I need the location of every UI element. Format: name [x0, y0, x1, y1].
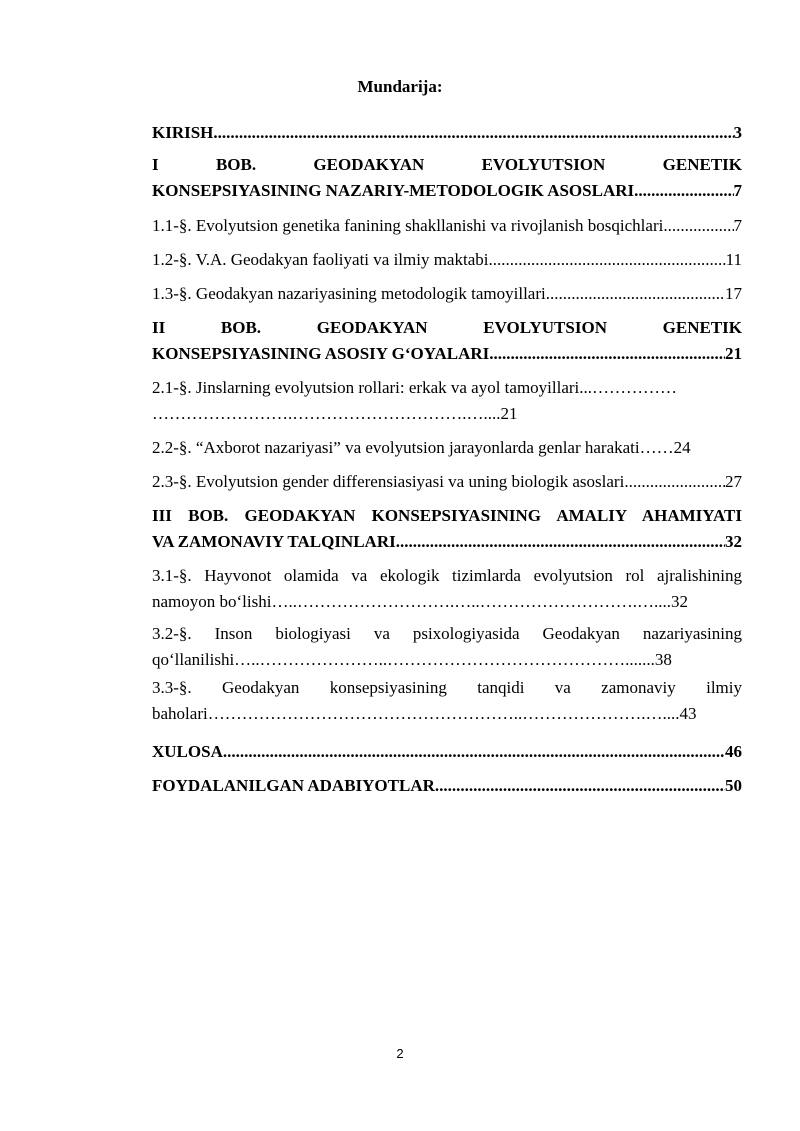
table-of-contents	[152, 120, 742, 799]
toc-entry-3-3[interactable]	[152, 675, 742, 727]
toc-entry-1-3[interactable]	[152, 281, 742, 307]
dot-leader	[634, 178, 733, 204]
toc-entry-label-line1: 3.2-§. Inson biologiyasi va psixologiyasida Geodakyan nazariyasining	[152, 624, 742, 643]
toc-entry-label: XULOSA	[152, 742, 223, 761]
toc-entry-label-line2: …………………….………………………….…....21	[152, 404, 518, 423]
dot-leader	[546, 281, 725, 307]
dot-leader	[624, 469, 725, 495]
toc-page-number: 32	[725, 532, 742, 551]
toc-entry-label: KONSEPSIYASINING ASOSIY G‘OYALARI	[152, 344, 490, 363]
toc-entry-label: 1.2-§. V.A. Geodakyan faoliyati va ilmiy maktabi	[152, 250, 489, 269]
toc-entry-kirish[interactable]	[152, 120, 742, 146]
toc-page-number: 50	[725, 776, 742, 795]
toc-entry-adabiyotlar[interactable]	[152, 773, 742, 799]
toc-entry-2-1[interactable]	[152, 375, 742, 427]
toc-entry-label: 1.1-§. Evolyutsion genetika fanining shakllanishi va rivojlanish bosqichlari	[152, 216, 664, 235]
toc-entry-label-line1: 2.1-§. Jinslarning evolyutsion rollari: erkak va ayol tamoyillari...……………	[152, 378, 678, 397]
toc-page-number: 7	[733, 216, 742, 235]
toc-entry-chapter-1[interactable]	[152, 152, 742, 204]
toc-page-number: 24	[673, 438, 691, 457]
toc-page-number: 27	[725, 472, 742, 491]
dot-leader	[396, 529, 725, 555]
page-number: 2	[396, 1046, 404, 1061]
toc-entry-label: 2.2-§. “Axborot nazariyasi” va evolyutsion jarayonlarda genlar harakati……	[152, 438, 674, 457]
toc-entry-label-line2: namoyon bo‘lishi…..……………………….…..……………………….…....32	[152, 592, 688, 611]
toc-entry-chapter-2[interactable]	[152, 315, 742, 367]
toc-entry-label: FOYDALANILGAN ADABIYOTLAR	[152, 776, 435, 795]
dot-leader	[488, 247, 725, 273]
toc-entry-label: KIRISH	[152, 123, 214, 142]
toc-entry-2-3[interactable]	[152, 469, 742, 495]
dot-leader	[435, 773, 725, 799]
dot-leader	[213, 120, 733, 146]
toc-entry-label-line1: II BOB. GEODAKYAN EVOLYUTSION GENETIK	[152, 318, 742, 337]
toc-page-number: 17	[725, 284, 742, 303]
toc-entry-label: 1.3-§. Geodakyan nazariyasining metodologik tamoyillari	[152, 284, 546, 303]
toc-entry-label: 2.3-§. Evolyutsion gender differensiasiyasi va uning biologik asoslari	[152, 472, 625, 491]
toc-page-number: 11	[725, 250, 742, 269]
toc-entry-label-line2: baholari………………………………………………..………………….…....43	[152, 704, 697, 723]
toc-page-number: 3	[733, 123, 742, 142]
toc-entry-chapter-3[interactable]	[152, 503, 742, 555]
toc-entry-label-line1: III BOB. GEODAKYAN KONSEPSIYASINING AMALIY AHAMIYATI	[152, 506, 742, 525]
toc-entry-label-line1: 3.1-§. Hayvonot olamida va ekologik tizimlarda evolyutsion rol ajralishining	[152, 566, 742, 585]
toc-page-number: 46	[725, 742, 742, 761]
toc-entry-1-2[interactable]	[152, 247, 742, 273]
dot-leader	[223, 739, 725, 765]
toc-title: Mundarija:	[357, 77, 443, 96]
toc-entry-xulosa[interactable]	[152, 739, 742, 765]
toc-entry-3-2[interactable]	[152, 621, 742, 673]
toc-entry-label-line2: qo‘llanilishi…..…………………..…………………………………….......38	[152, 650, 672, 669]
toc-entry-label: VA ZAMONAVIY TALQINLARI	[152, 532, 396, 551]
toc-entry-label: KONSEPSIYASINING NAZARIY-METODOLOGIK ASOSLARI	[152, 181, 635, 200]
toc-page-number: 7	[733, 181, 742, 200]
toc-entry-2-2[interactable]	[152, 435, 742, 461]
toc-entry-1-1[interactable]	[152, 213, 742, 239]
toc-page-number: 21	[725, 344, 742, 363]
toc-entry-label-line1: 3.3-§. Geodakyan konsepsiyasining tanqidi va zamonaviy ilmiy	[152, 678, 742, 697]
dot-leader	[489, 341, 725, 367]
toc-entry-3-1[interactable]	[152, 563, 742, 615]
dot-leader	[663, 213, 733, 239]
toc-entry-label-line1: I BOB. GEODAKYAN EVOLYUTSION GENETIK	[152, 155, 742, 174]
